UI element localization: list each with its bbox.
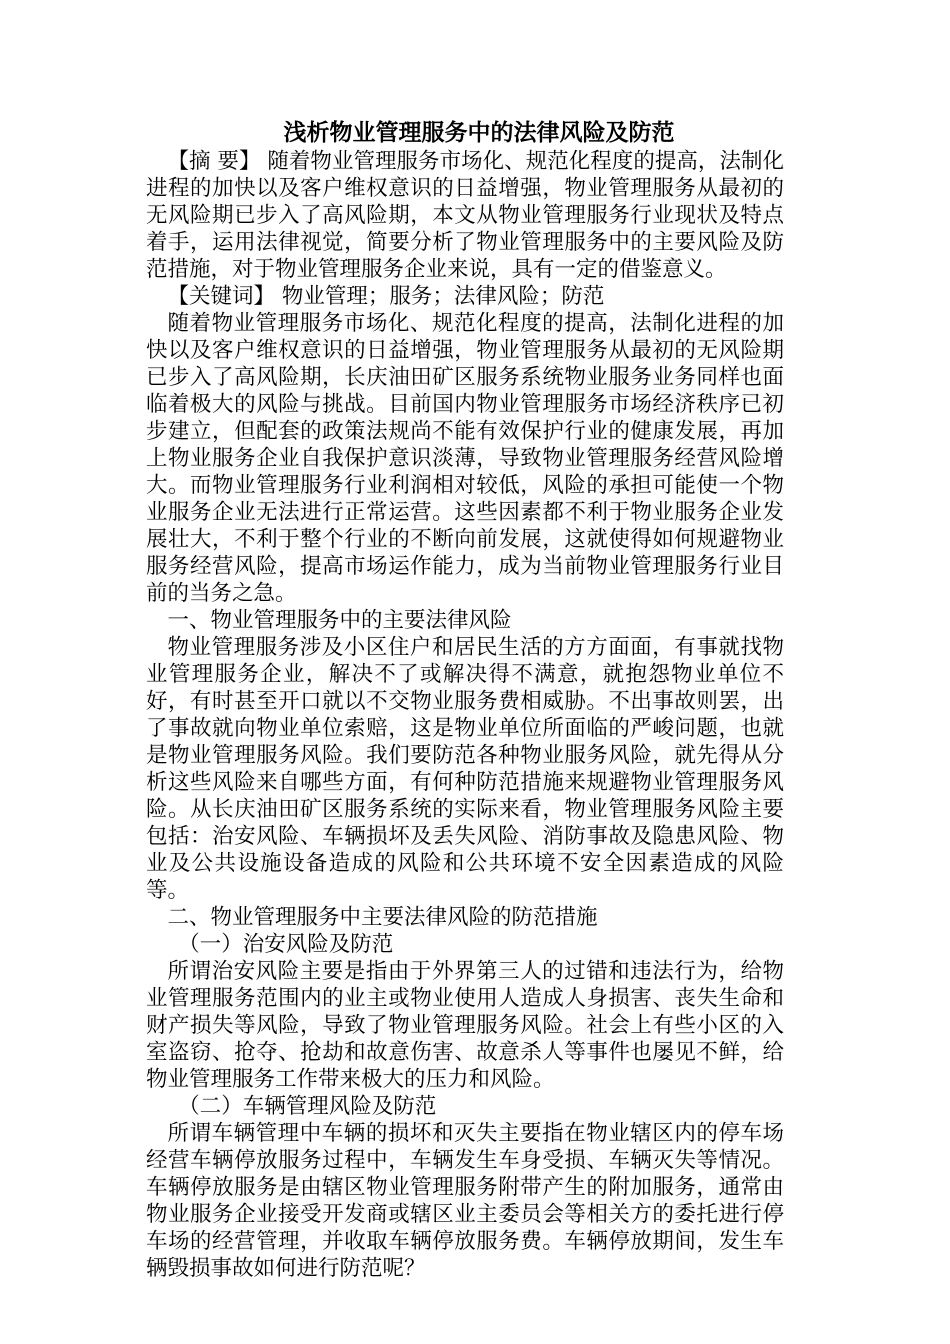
subsection1-paragraph: 所谓治安风险主要是指由于外界第三人的过错和违法行为，给物业管理服务范围内的业主或物业使用人造成人身损害、丧失生命和财产损失等风险，导致了物业管理服务风险。社会上有些小区的入室盗窃、抢夺、抢劫和故意伤害、故意杀人等事件也屡见不鲜，给物业管理服务工作带来极大的压力和风险。 <box>146 959 784 1092</box>
subsection2-paragraph: 所谓车辆管理中车辆的损坏和灭失主要指在物业辖区内的停车场经营车辆停放服务过程中，车辆发生车身受损、车辆灭失等情况。车辆停放服务是由辖区物业管理服务附带产生的附加服务，通常由物业服务企业接受开发商或辖区业主委员会等相关方的委托进行停车场的经营管理，并收取车辆停放服务费。车辆停放期间，发生车辆毁损事故如何进行防范呢？ <box>146 1121 784 1281</box>
section2-heading: 二、物业管理服务中主要法律风险的防范措施 <box>167 905 598 930</box>
keywords-label: 【关键词】 <box>167 284 276 309</box>
subsection1-heading: （一）治安风险及防范 <box>178 932 394 957</box>
section1-paragraph: 物业管理服务涉及小区住户和居民生活的方方面面，有事就找物业管理服务企业，解决不了或解决得不满意，就抱怨物业单位不好，有时甚至开口就以不交物业服务费相威胁。不出事故则罢，出了事故就向物业单位索赔，这是物业单位所面临的严峻问题，也就是物业管理服务风险。我们要防范各种物业服务风险，就先得从分析这些风险来自哪些方面，有何种防范措施来规避物业管理服务风险。从长庆油田矿区服务系统的实际来看，物业管理服务风险主要包括：治安风险、车辆损坏及丢失风险、消防事故及隐患风险、物业及公共设施设备造成的风险和公共环境不安全因素造成的风险等。 <box>146 635 784 903</box>
keywords-text: 物业管理；服务；法律风险；防范 <box>281 284 605 309</box>
section1-heading: 一、物业管理服务中的主要法律风险 <box>167 608 512 633</box>
abstract-paragraph <box>146 148 784 283</box>
abstract-label: 【摘 要】 <box>167 149 261 174</box>
document-title: 浅析物业管理服务中的法律风险及防范 <box>283 120 675 146</box>
document-page <box>146 118 784 1282</box>
keywords-paragraph <box>146 283 784 310</box>
subsection2-heading: （二）车辆管理风险及防范 <box>178 1094 437 1119</box>
abstract-text: 随着物业管理服务市场化、规范化程度的提高，法制化进程的加快以及客户维权意识的日益增强，物业管理服务从最初的无风险期已步入了高风险期，本文从物业管理服务行业现状及特点着手，运用法律视觉，简要分析了物业管理服务中的主要风险及防范措施，对于物业管理服务企业来说，具有一定的借鉴意义。 <box>146 149 784 282</box>
intro-paragraph: 随着物业管理服务市场化、规范化程度的提高，法制化进程的加快以及客户维权意识的日益增强，物业管理服务从最初的无风险期已步入了高风险期，长庆油田矿区服务系统物业服务业务同样也面临着极大的风险与挑战。目前国内物业管理服务市场经济秩序已初步建立，但配套的政策法规尚不能有效保护行业的健康发展，再加上物业服务企业自我保护意识淡薄，导致物业管理服务经营风险增大。而物业管理服务行业利润相对较低，风险的承担可能使一个物业服务企业无法进行正常运营。这些因素都不利于物业服务企业发展壮大，不利于整个行业的不断向前发展，这就使得如何规避物业服务经营风险，提高市场运作能力，成为当前物业管理服务行业目前的当务之急。 <box>146 311 784 606</box>
